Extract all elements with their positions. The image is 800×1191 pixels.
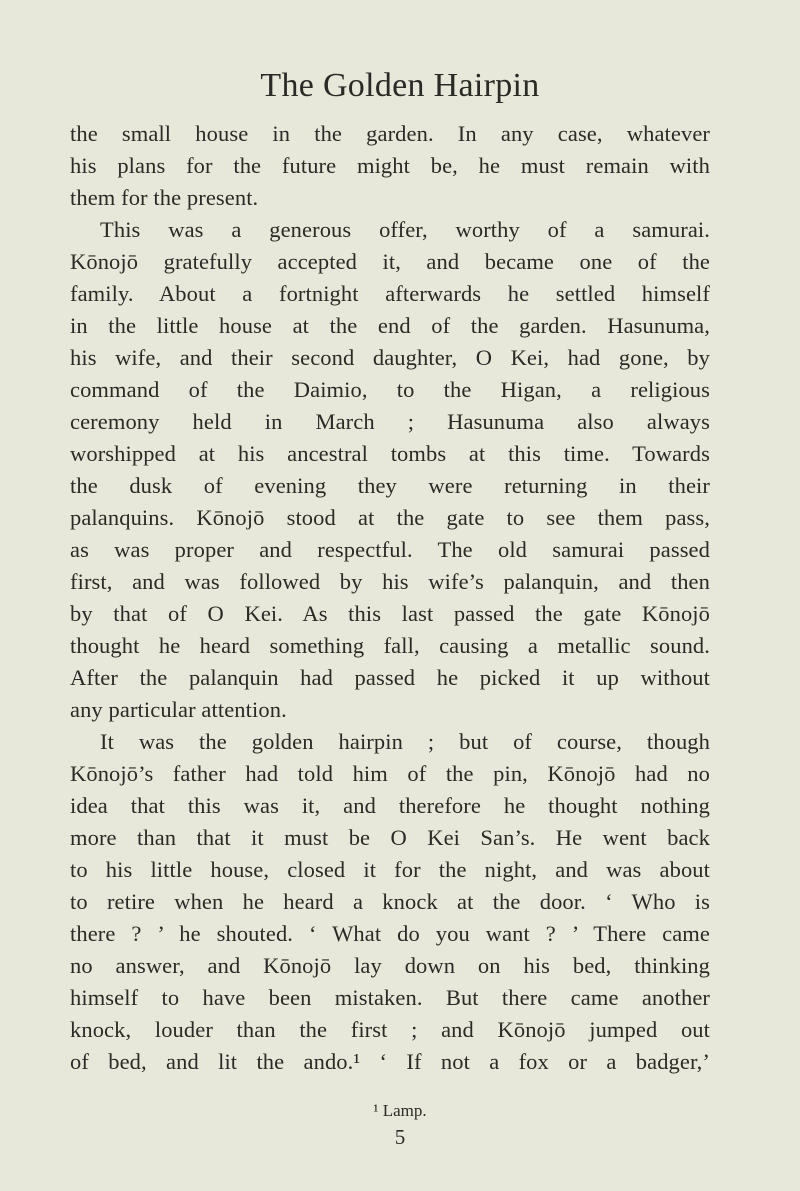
text-line: any particular attention. — [70, 697, 287, 722]
text-line: family. About a fortnight afterwards he settled himself — [70, 281, 710, 306]
text-line: of bed, and lit the ando.¹ ‘ If not a fox or a badger,’ — [70, 1049, 710, 1074]
text-line: his wife, and their second daughter, O Kei, had gone, by — [70, 345, 710, 370]
text-line: worshipped at his ancestral tombs at this time. Towards — [70, 441, 710, 466]
text-line: to retire when he heard a knock at the door. ‘ Who is — [70, 889, 710, 914]
text-line: command of the Daimio, to the Higan, a religious — [70, 377, 710, 402]
body-text — [70, 118, 710, 1078]
text-line: It was the golden hairpin ; but of course, though — [100, 729, 710, 754]
text-line: them for the present. — [70, 185, 259, 210]
text-line: first, and was followed by his wife’s palanquin, and then — [70, 569, 710, 594]
text-line: ceremony held in March ; Hasunuma also always — [70, 409, 710, 434]
text-line: there ? ’ he shouted. ‘ What do you want ? ’ There came — [70, 921, 710, 946]
footnote: ¹ Lamp. — [373, 1101, 427, 1120]
text-line: Kōnojō gratefully accepted it, and became one of the — [70, 249, 710, 274]
text-line: more than that it must be O Kei San’s. He went back — [70, 825, 710, 850]
text-line: knock, louder than the first ; and Kōnojō jumped out — [70, 1017, 710, 1042]
text-line: by that of O Kei. As this last passed the gate Kōnojō — [70, 601, 710, 626]
running-head: The Golden Hairpin — [260, 67, 540, 104]
text-line: no answer, and Kōnojō lay down on his bed, thinking — [70, 953, 710, 978]
text-line: palanquins. Kōnojō stood at the gate to see them pass, — [70, 505, 710, 530]
text-line: as was proper and respectful. The old samurai passed — [70, 537, 710, 562]
text-line: the dusk of evening they were returning in their — [70, 473, 710, 498]
text-line: thought he heard something fall, causing a metallic sound. — [70, 633, 710, 658]
text-line: his plans for the future might be, he must remain with — [70, 153, 710, 178]
text-line: idea that this was it, and therefore he thought nothing — [70, 793, 710, 818]
text-line: the small house in the garden. In any case, whatever — [70, 121, 710, 146]
text-line: After the palanquin had passed he picked it up without — [70, 665, 710, 690]
text-line: Kōnojō’s father had told him of the pin, Kōnojō had no — [70, 761, 710, 786]
text-line: in the little house at the end of the garden. Hasunuma, — [70, 313, 710, 338]
text-line: This was a generous offer, worthy of a samurai. — [100, 217, 710, 242]
text-line: himself to have been mistaken. But there came another — [70, 985, 710, 1010]
text-line: to his little house, closed it for the night, and was about — [70, 857, 710, 882]
page-number: 5 — [394, 1125, 406, 1149]
